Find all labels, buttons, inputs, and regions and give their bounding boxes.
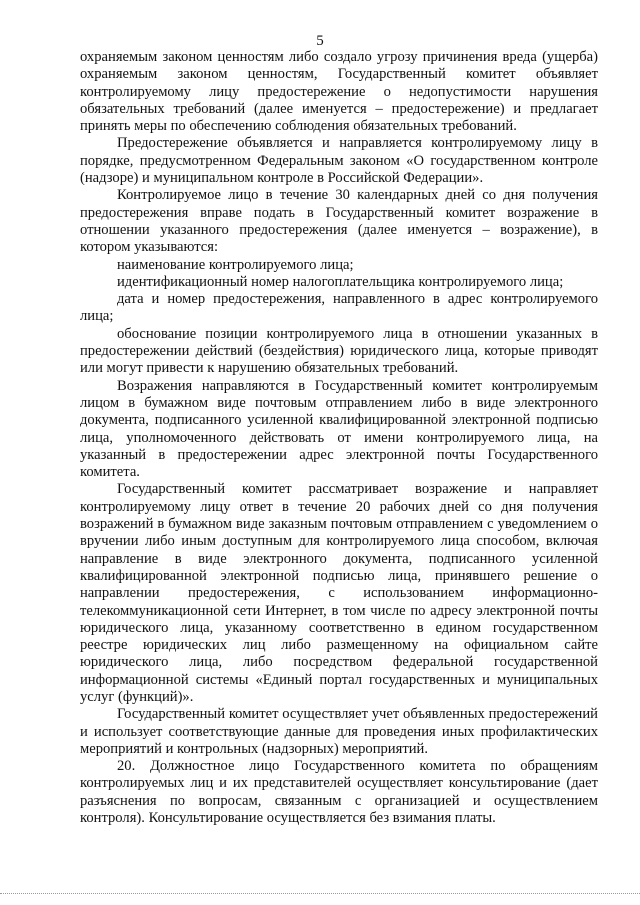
paragraph-warning-announcement: Предостережение объявляется и направляется контролируемому лицу в порядке, предусмотренном Федеральным законом «О государственном контроле (надзоре) и муниципальном контроле в Российской Федерации». — [80, 135, 598, 187]
list-item-inn: идентификационный номер налогоплательщика контролируемого лица; — [117, 273, 564, 290]
document-body — [80, 49, 598, 827]
paragraph-objection-review: Государственный комитет рассматривает возражение и направляет контролируемому лицу ответ в течение 20 рабочих дней со дня получения возражений в бумажном виде заказным почтовым отправлением с уведомлением о вручении либо иным доступным для контролируемого лица способом, включая направление в виде электронного документа, подписанного усиленной квалифицированной электронной подписью лица, принявшего решение о направлении предостережения, с использованием информационно-телекоммуникационной сети Интернет, в том числе по адресу электронной почты юридического лица, указанному соответственно в едином государственном реестре юридических лиц либо размещенному на официальном сайте юридического лица, либо посредством федеральной государственной информационной системы «Единый портал государственных и муниципальных услуг (функций)». — [80, 481, 598, 705]
paragraph-warning-records: Государственный комитет осуществляет учет объявленных предостережений и использует соответствующие данные для проведения иных профилактических мероприятий и контрольных (надзорных) мероприятий. — [80, 706, 598, 757]
list-item-warning-date-number: дата и номер предостережения, направленного в адрес контролируемого лица; — [80, 291, 598, 325]
list-item-justification: обоснование позиции контролируемого лица в отношении указанных в предостережении действий (бездействия) юридического лица, которые приводят или могут привести к нарушению обязательных требований. — [80, 325, 598, 377]
list-item-name: наименование контролируемого лица; — [117, 256, 354, 273]
page-number: 5 — [316, 33, 324, 49]
scan-edge-divider — [0, 893, 640, 894]
paragraph-objection-right: Контролируемое лицо в течение 30 календарных дней со дня получения предостережения вправе подать в Государственный комитет возражение в отношении указанного предостережения (далее именуется – возражение), в котором указываются: — [80, 187, 598, 256]
paragraph-item-20-consulting: 20. Должностное лицо Государственного комитета по обращениям контролируемых лиц и их представителей осуществляет консультирование (дает разъяснения по вопросам, связанным с организацией и осуществлением контроля). Консультирование осуществляется без взимания платы. — [80, 758, 598, 827]
paragraph-continuation: охраняемым законом ценностям либо создало угрозу причинения вреда (ущерба) охраняемым законом ценностям, Государственный комитет объявляет контролируемому лицу предостережение о недопустимости нарушения обязательных требований (далее именуется – предостережение) и предлагает принять меры по обеспечению соблюдения обязательных требований. — [80, 49, 598, 135]
paragraph-objection-submission: Возражения направляются в Государственный комитет контролируемым лицом в бумажном виде почтовым отправлением либо в виде электронного документа, подписанного усиленной квалифицированной электронной подписью лица, уполномоченного действовать от имени контролируемого лица, на указанный в предостережении адрес электронной почты Государственного комитета. — [80, 377, 598, 481]
